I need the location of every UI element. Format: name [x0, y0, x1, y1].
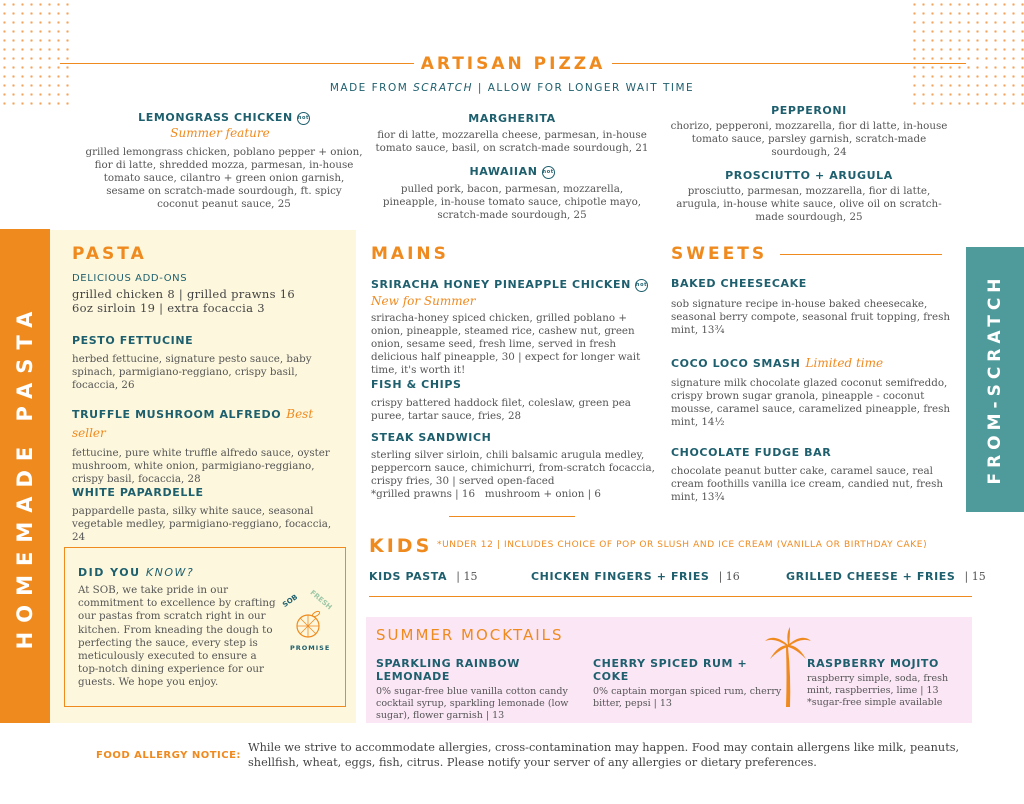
- sweets-item-cheesecake: [671, 277, 951, 337]
- sweets-header-line: [780, 254, 942, 255]
- pizza-item-margherita: [372, 112, 652, 155]
- did-you-know-text: At SOB, we take pride in our commitment to excellence by crafting our pastas from scratch right in our kitchen. From kneading the dough to perfecting the sauce, every step is meticulously executed to ensure a top-notch dining experience for our guests. We hope you enjoy.: [78, 584, 276, 689]
- pasta-item-papardelle: [72, 486, 344, 544]
- mocktail-item-rum: [593, 657, 783, 710]
- item-name: RASPBERRY MOJITO: [807, 657, 939, 670]
- kids-note: *UNDER 12 | INCLUDES CHOICE OF POP OR SLUSH AND ICE CREAM (VANILLA OR BIRTHDAY CAKE): [437, 540, 928, 550]
- item-extras: *sugar-free simple available: [807, 697, 943, 708]
- stamp-fresh: FRESH: [308, 588, 334, 612]
- feature-tag: Summer feature: [170, 125, 270, 140]
- dot-pattern-left: [0, 0, 70, 110]
- kids-item-cheese: [786, 565, 986, 584]
- mocktail-item-mojito: [807, 657, 969, 709]
- side-banner-left-text: HOMEMADE PASTA: [13, 302, 37, 650]
- pasta-addons-line2: 6oz sirloin 19 | extra focaccia 3: [72, 301, 265, 315]
- item-name: SPARKLING RAINBOW LEMONADE: [376, 657, 520, 683]
- item-description: sterling silver sirloin, chili balsamic arugula medley, peppercorn sauce, chimichurri, from-scratch focaccia, crispy fries, 30 | served open-faced: [371, 449, 655, 487]
- feature-tag: New for Summer: [371, 293, 476, 308]
- kids-item-fingers: [531, 565, 740, 584]
- side-banner-left: [0, 229, 50, 723]
- mocktails-title: SUMMER MOCKTAILS: [376, 626, 564, 644]
- allergy-text: While we strive to accommodate allergies, cross-contamination may happen. Food may contain allergens like milk, peanuts, shellfish, wheat, eggs, fish, citrus. Please notify your server of any allergies or dietary preferences.: [248, 741, 960, 769]
- did-you-know-title: DID YOU KNOW?: [78, 566, 195, 579]
- item-description: sriracha-honey spiced chicken, grilled poblano + onion, pineapple, steamed rice, cashew nut, green onion, sesame seed, fresh lime, served in fresh delicious half pineapple, 30 | expect for longer wait time, it's worth it!: [371, 311, 641, 376]
- mains-item-steak: [371, 431, 656, 501]
- hot-badge-icon: hot: [542, 166, 555, 179]
- item-extras: *grilled prawns | 16 mushroom + onion | 6: [371, 488, 601, 500]
- sob-fresh-promise-stamp: [276, 588, 340, 656]
- item-description: fettucine, pure white truffle alfredo sauce, oyster mushroom, white onion, parmigiano-reggiano, crispy basil, focaccia, 28: [72, 447, 330, 485]
- item-description: chorizo, pepperoni, mozzarella, fior di latte, in-house tomato sauce, parsley garnish, scratch-made sourdough, 24: [670, 120, 948, 158]
- pasta-item-pesto: [72, 334, 344, 392]
- pasta-item-truffle: [72, 403, 344, 486]
- pizza-header-line-right: [612, 63, 966, 64]
- item-name: COCO LOCO SMASH: [671, 357, 801, 370]
- hot-badge-icon: hot: [297, 112, 310, 125]
- item-description: sob signature recipe in-house baked cheesecake, seasonal berry compote, seasonal fruit topping, fresh mint, 13¾: [671, 298, 950, 336]
- item-description: grilled lemongrass chicken, poblano pepper + onion, fior di latte, shredded mozza, parmesan, in-house tomato sauce, cilantro + green onion garnish, sesame on scratch-made sourdough, ft. spicy coconut peanut sauce, 25: [85, 145, 363, 210]
- pasta-addons-title: DELICIOUS ADD-ONS: [72, 273, 188, 284]
- dot-pattern-right: [910, 0, 1024, 110]
- pizza-subtitle: MADE FROM SCRATCH | ALLOW FOR LONGER WAIT TIME: [329, 82, 695, 94]
- item-name: PROSCIUTTO + ARUGULA: [725, 169, 893, 182]
- stamp-sob: SOB: [281, 593, 300, 609]
- item-description: raspberry simple, soda, fresh mint, raspberries, lime | 13: [807, 673, 949, 696]
- pasta-addons-line1: grilled chicken 8 | grilled prawns 16: [72, 287, 295, 301]
- side-banner-right: [966, 247, 1024, 512]
- hot-badge-icon: hot: [635, 279, 648, 292]
- item-name: TRUFFLE MUSHROOM ALFREDO: [72, 408, 282, 421]
- item-price: | 15: [964, 570, 986, 583]
- mains-divider: [449, 516, 575, 517]
- item-description: signature milk chocolate glazed coconut semifreddo, crispy brown sugar granola, pineapple - coconut mousse, caramel sauce, caramelized pineapple, fresh mint, 14½: [671, 377, 951, 428]
- item-name: BAKED CHEESECAKE: [671, 277, 807, 290]
- item-name: STEAK SANDWICH: [371, 431, 492, 444]
- sweets-item-coco: [671, 352, 951, 429]
- item-name: CHOCOLATE FUDGE BAR: [671, 446, 832, 459]
- item-description: herbed fettucine, signature pesto sauce, baby spinach, parmigiano-reggiano, crispy basil, focaccia, 26: [72, 353, 312, 391]
- item-description: fior di latte, mozzarella cheese, parmesan, in-house tomato sauce, basil, on scratch-made sourdough, 21: [375, 129, 649, 154]
- item-name: CHERRY SPICED RUM + COKE: [593, 657, 748, 683]
- item-description: pappardelle pasta, silky white sauce, seasonal vegetable medley, parmigiano-reggiano, focaccia, 24: [72, 505, 332, 543]
- item-name: LEMONGRASS CHICKEN: [138, 111, 293, 124]
- item-description: 0% captain morgan spiced rum, cherry bitter, pepsi | 13: [593, 686, 782, 709]
- item-description: chocolate peanut butter cake, caramel sauce, real cream foothills vanilla ice cream, candied nut, fresh mint, 13¾: [671, 465, 943, 503]
- pizza-header-line-left: [60, 63, 414, 64]
- pizza-item-pepperoni: [670, 104, 948, 159]
- item-name: GRILLED CHEESE + FRIES: [786, 570, 956, 583]
- mains-item-fish: [371, 378, 656, 423]
- item-name: PESTO FETTUCINE: [72, 334, 194, 347]
- pizza-item-lemongrass: [85, 111, 363, 211]
- item-description: prosciutto, parmesan, mozzarella, fior di latte, arugula, in-house white sauce, olive oil on scratch-made sourdough, 25: [676, 185, 942, 223]
- feature-tag: Limited time: [805, 356, 884, 370]
- item-name: PEPPERONI: [771, 104, 847, 117]
- side-banner-right-text: FROM-SCRATCH: [985, 273, 1005, 485]
- kids-divider: [369, 596, 972, 597]
- allergy-label: FOOD ALLERGY NOTICE:: [96, 750, 241, 761]
- item-name: MARGHERITA: [468, 112, 556, 125]
- kids-item-pasta: [369, 565, 477, 584]
- item-name: HAWAIIAN: [469, 165, 538, 178]
- item-name: FISH & CHIPS: [371, 378, 462, 391]
- item-price: | 15: [456, 570, 478, 583]
- pasta-title: PASTA: [72, 244, 147, 264]
- pizza-title: ARTISAN PIZZA: [420, 54, 606, 74]
- item-description: 0% sugar-free blue vanilla cotton candy cocktail syrup, sparkling lemonade (low sugar), flower garnish | 13: [376, 686, 569, 721]
- item-name: CHICKEN FINGERS + FRIES: [531, 570, 710, 583]
- palm-tree-icon: [764, 627, 812, 707]
- item-price: | 16: [718, 570, 740, 583]
- item-description: crispy battered haddock filet, coleslaw, green pea puree, tartar sauce, fries, 28: [371, 397, 631, 422]
- feature-tag: Best seller: [72, 407, 314, 440]
- kids-title: KIDS: [369, 535, 433, 557]
- sweets-title: SWEETS: [671, 244, 768, 264]
- item-description: pulled pork, bacon, parmesan, mozzarella, pineapple, in-house tomato sauce, chipotle mayo, scratch-made sourdough, 25: [382, 182, 642, 221]
- stamp-promise: PROMISE: [290, 644, 331, 652]
- mains-item-sriracha: [371, 278, 656, 377]
- pizza-item-hawaiian: [372, 165, 652, 222]
- mains-title: MAINS: [371, 244, 449, 264]
- sweets-item-fudge: [671, 446, 951, 504]
- item-name: KIDS PASTA: [369, 570, 448, 583]
- item-name: SRIRACHA HONEY PINEAPPLE CHICKEN: [371, 278, 631, 291]
- pizza-item-prosciutto: [670, 169, 948, 224]
- item-name: WHITE PAPARDELLE: [72, 486, 204, 499]
- mocktail-item-lemonade: [376, 657, 586, 722]
